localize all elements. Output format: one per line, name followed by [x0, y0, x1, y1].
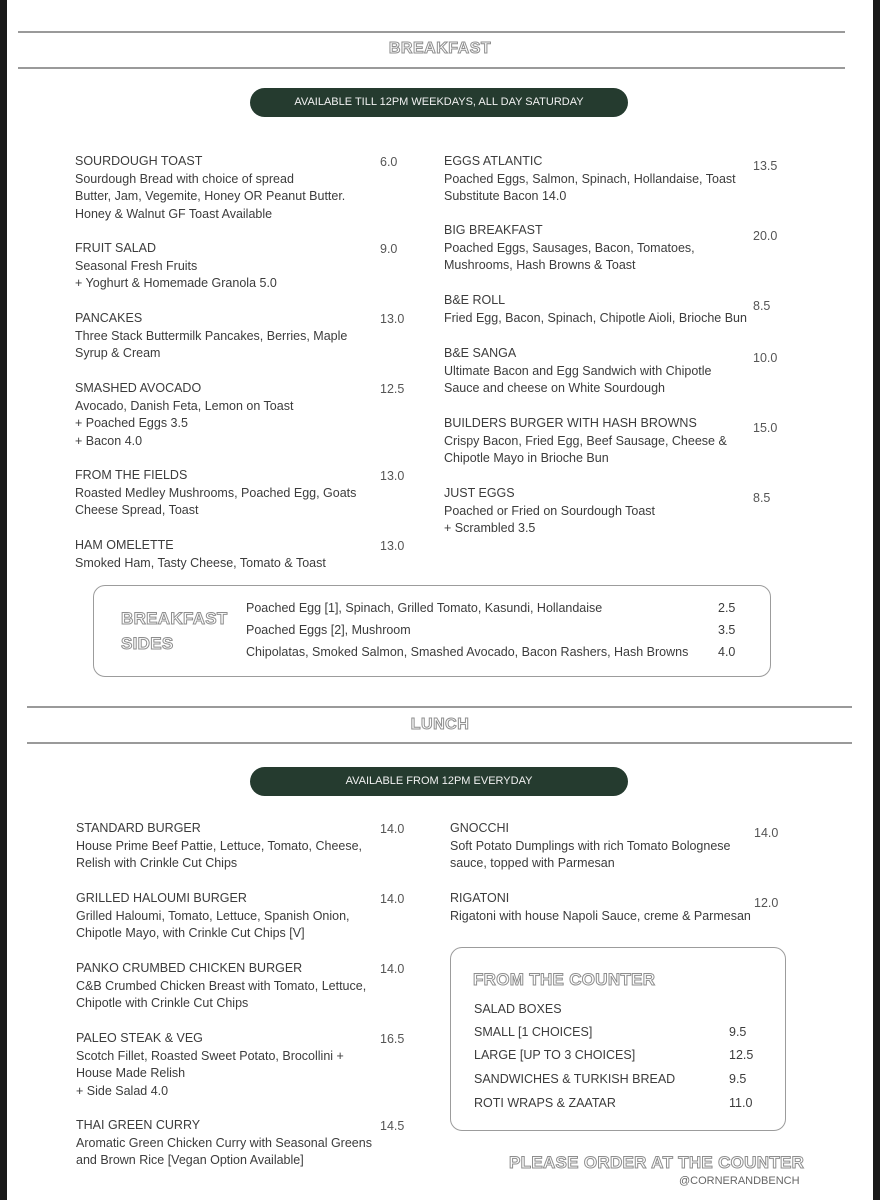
menu-item	[444, 292, 750, 327]
divider	[18, 67, 845, 69]
item-description: Grilled Haloumi, Tomato, Lettuce, Spanish Onion, Chipotle Mayo, with Crinkle Cut Chips [V]	[76, 908, 350, 940]
item-price: 8.5	[753, 299, 771, 313]
lunch-availability-banner: AVAILABLE FROM 12PM EVERYDAY	[250, 767, 628, 796]
menu-item	[450, 820, 752, 873]
item-description: Seasonal Fresh Fruits + Yoghurt & Homemade Granola 5.0	[75, 258, 277, 290]
menu-item	[444, 222, 750, 275]
item-name: RIGATONI	[450, 891, 510, 905]
counter-row-price: 12.5	[729, 1048, 754, 1062]
breakfast-sides-title	[121, 606, 228, 656]
item-price: 6.0	[380, 155, 398, 169]
menu-item	[76, 960, 376, 1013]
lunch-title: LUNCH	[410, 716, 470, 733]
side-row-text: Poached Eggs [2], Mushroom	[246, 623, 411, 637]
item-description: Soft Potato Dumplings with rich Tomato Bolognese sauce, topped with Parmesan	[450, 838, 731, 870]
menu-item	[76, 1030, 376, 1100]
divider	[27, 706, 852, 708]
menu-item	[444, 345, 750, 398]
divider	[27, 742, 852, 744]
item-name: PALEO STEAK & VEG	[76, 1031, 203, 1045]
item-name: SOURDOUGH TOAST	[75, 154, 203, 168]
menu-item	[444, 485, 750, 538]
item-price: 13.0	[380, 469, 405, 483]
item-name: B&E ROLL	[444, 293, 506, 307]
social-handle: @CORNERANDBENCH	[679, 1175, 800, 1187]
side-row-price: 4.0	[718, 645, 736, 659]
counter-row-price: 11.0	[729, 1096, 753, 1110]
item-description: Avocado, Danish Feta, Lemon on Toast + Poached Eggs 3.5 + Bacon 4.0	[75, 398, 294, 448]
item-price: 10.0	[753, 351, 778, 365]
item-price: 8.5	[753, 491, 771, 505]
item-price: 16.5	[380, 1032, 405, 1046]
menu-item	[75, 310, 375, 363]
item-description: Rigatoni with house Napoli Sauce, creme & Parmesan	[450, 908, 751, 923]
menu-item	[76, 820, 376, 873]
counter-title: FROM THE COUNTER	[473, 970, 656, 989]
item-name: PANCAKES	[75, 311, 143, 325]
item-description: Scotch Fillet, Roasted Sweet Potato, Brocollini + House Made Relish + Side Salad 4.0	[76, 1048, 344, 1098]
menu-item	[75, 240, 375, 293]
divider	[18, 31, 845, 33]
breakfast-title: BREAKFAST	[388, 40, 492, 57]
counter-row-text: LARGE [UP TO 3 CHOICES]	[474, 1048, 636, 1062]
menu-item	[444, 415, 750, 468]
item-description: C&B Crumbed Chicken Breast with Tomato, Lettuce, Chipotle with Crinkle Cut Chips	[76, 978, 367, 1010]
item-name: THAI GREEN CURRY	[76, 1118, 201, 1132]
counter-row-price: 9.5	[729, 1072, 747, 1086]
item-price: 14.0	[380, 892, 405, 906]
item-price: 9.0	[380, 242, 398, 256]
item-name: HAM OMELETTE	[75, 538, 174, 552]
item-name: PANKO CRUMBED CHICKEN BURGER	[76, 961, 303, 975]
item-name: STANDARD BURGER	[76, 821, 201, 835]
item-name: BIG BREAKFAST	[444, 223, 543, 237]
item-name: GRILLED HALOUMI BURGER	[76, 891, 247, 905]
item-name: GNOCCHI	[450, 821, 510, 835]
item-name: BUILDERS BURGER WITH HASH BROWNS	[444, 416, 697, 430]
item-price: 14.0	[754, 826, 779, 840]
menu-item	[75, 380, 375, 450]
side-row-price: 3.5	[718, 623, 736, 637]
counter-row-text: SALAD BOXES	[474, 1002, 562, 1016]
menu-item	[75, 153, 375, 223]
side-row-text: Chipolatas, Smoked Salmon, Smashed Avocado, Bacon Rashers, Hash Browns	[246, 645, 689, 659]
sides-title-line: SIDES	[121, 634, 174, 653]
breakfast-availability-banner: AVAILABLE TILL 12PM WEEKDAYS, ALL DAY SATURDAY	[250, 88, 628, 117]
order-at-counter-note: PLEASE ORDER AT THE COUNTER	[509, 1153, 805, 1172]
item-description: Smoked Ham, Tasty Cheese, Tomato & Toast	[75, 555, 326, 570]
item-description: Fried Egg, Bacon, Spinach, Chipotle Aioli, Brioche Bun	[444, 310, 747, 325]
item-price: 14.5	[380, 1119, 405, 1133]
item-description: Sourdough Bread with choice of spread Butter, Jam, Vegemite, Honey OR Peanut Butter. Honey & Walnut GF Toast Available	[75, 171, 346, 221]
item-name: FRUIT SALAD	[75, 241, 157, 255]
item-name: B&E SANGA	[444, 346, 517, 360]
menu-item	[76, 890, 376, 943]
counter-row-text: ROTI WRAPS & ZAATAR	[474, 1096, 616, 1110]
item-price: 14.0	[380, 822, 405, 836]
item-description: Aromatic Green Chicken Curry with Seasonal Greens and Brown Rice [Vegan Option Available]	[76, 1135, 372, 1167]
page-edge-right	[873, 0, 880, 1200]
side-row-price: 2.5	[718, 601, 736, 615]
item-price: 14.0	[380, 962, 405, 976]
side-row-text: Poached Egg [1], Spinach, Grilled Tomato, Kasundi, Hollandaise	[246, 601, 603, 615]
item-price: 20.0	[753, 229, 778, 243]
sides-title-line: BREAKFAST	[121, 609, 228, 628]
item-description: House Prime Beef Pattie, Lettuce, Tomato, Cheese, Relish with Crinkle Cut Chips	[76, 838, 363, 870]
page-edge-left	[0, 0, 7, 1200]
menu-item	[450, 890, 754, 925]
item-name: SMASHED AVOCADO	[75, 381, 202, 395]
item-price: 15.0	[753, 421, 778, 435]
item-name: JUST EGGS	[444, 486, 515, 500]
item-name: FROM THE FIELDS	[75, 468, 188, 482]
item-description: Three Stack Buttermilk Pancakes, Berries, Maple Syrup & Cream	[75, 328, 348, 360]
item-price: 13.0	[380, 539, 405, 553]
item-description: Poached Eggs, Sausages, Bacon, Tomatoes, Mushrooms, Hash Browns & Toast	[444, 240, 695, 272]
counter-row-text: SMALL [1 CHOICES]	[474, 1025, 593, 1039]
item-name: EGGS ATLANTIC	[444, 154, 543, 168]
item-description: Roasted Medley Mushrooms, Poached Egg, Goats Cheese Spread, Toast	[75, 485, 357, 517]
item-description: Poached Eggs, Salmon, Spinach, Hollandaise, Toast Substitute Bacon 14.0	[444, 171, 736, 203]
item-description: Poached or Fried on Sourdough Toast + Scrambled 3.5	[444, 503, 656, 535]
counter-row-text: SANDWICHES & TURKISH BREAD	[474, 1072, 676, 1086]
menu-item	[75, 467, 375, 520]
item-description: Ultimate Bacon and Egg Sandwich with Chipotle Sauce and cheese on White Sourdough	[444, 363, 712, 395]
menu-item	[76, 1117, 381, 1170]
item-price: 12.5	[380, 382, 405, 396]
menu-item	[444, 153, 750, 206]
item-price: 13.0	[380, 312, 405, 326]
item-description: Crispy Bacon, Fried Egg, Beef Sausage, Cheese & Chipotle Mayo in Brioche Bun	[444, 433, 727, 465]
counter-row-price: 9.5	[729, 1025, 747, 1039]
item-price: 12.0	[754, 896, 779, 910]
item-price: 13.5	[753, 159, 778, 173]
menu-item	[75, 537, 375, 572]
